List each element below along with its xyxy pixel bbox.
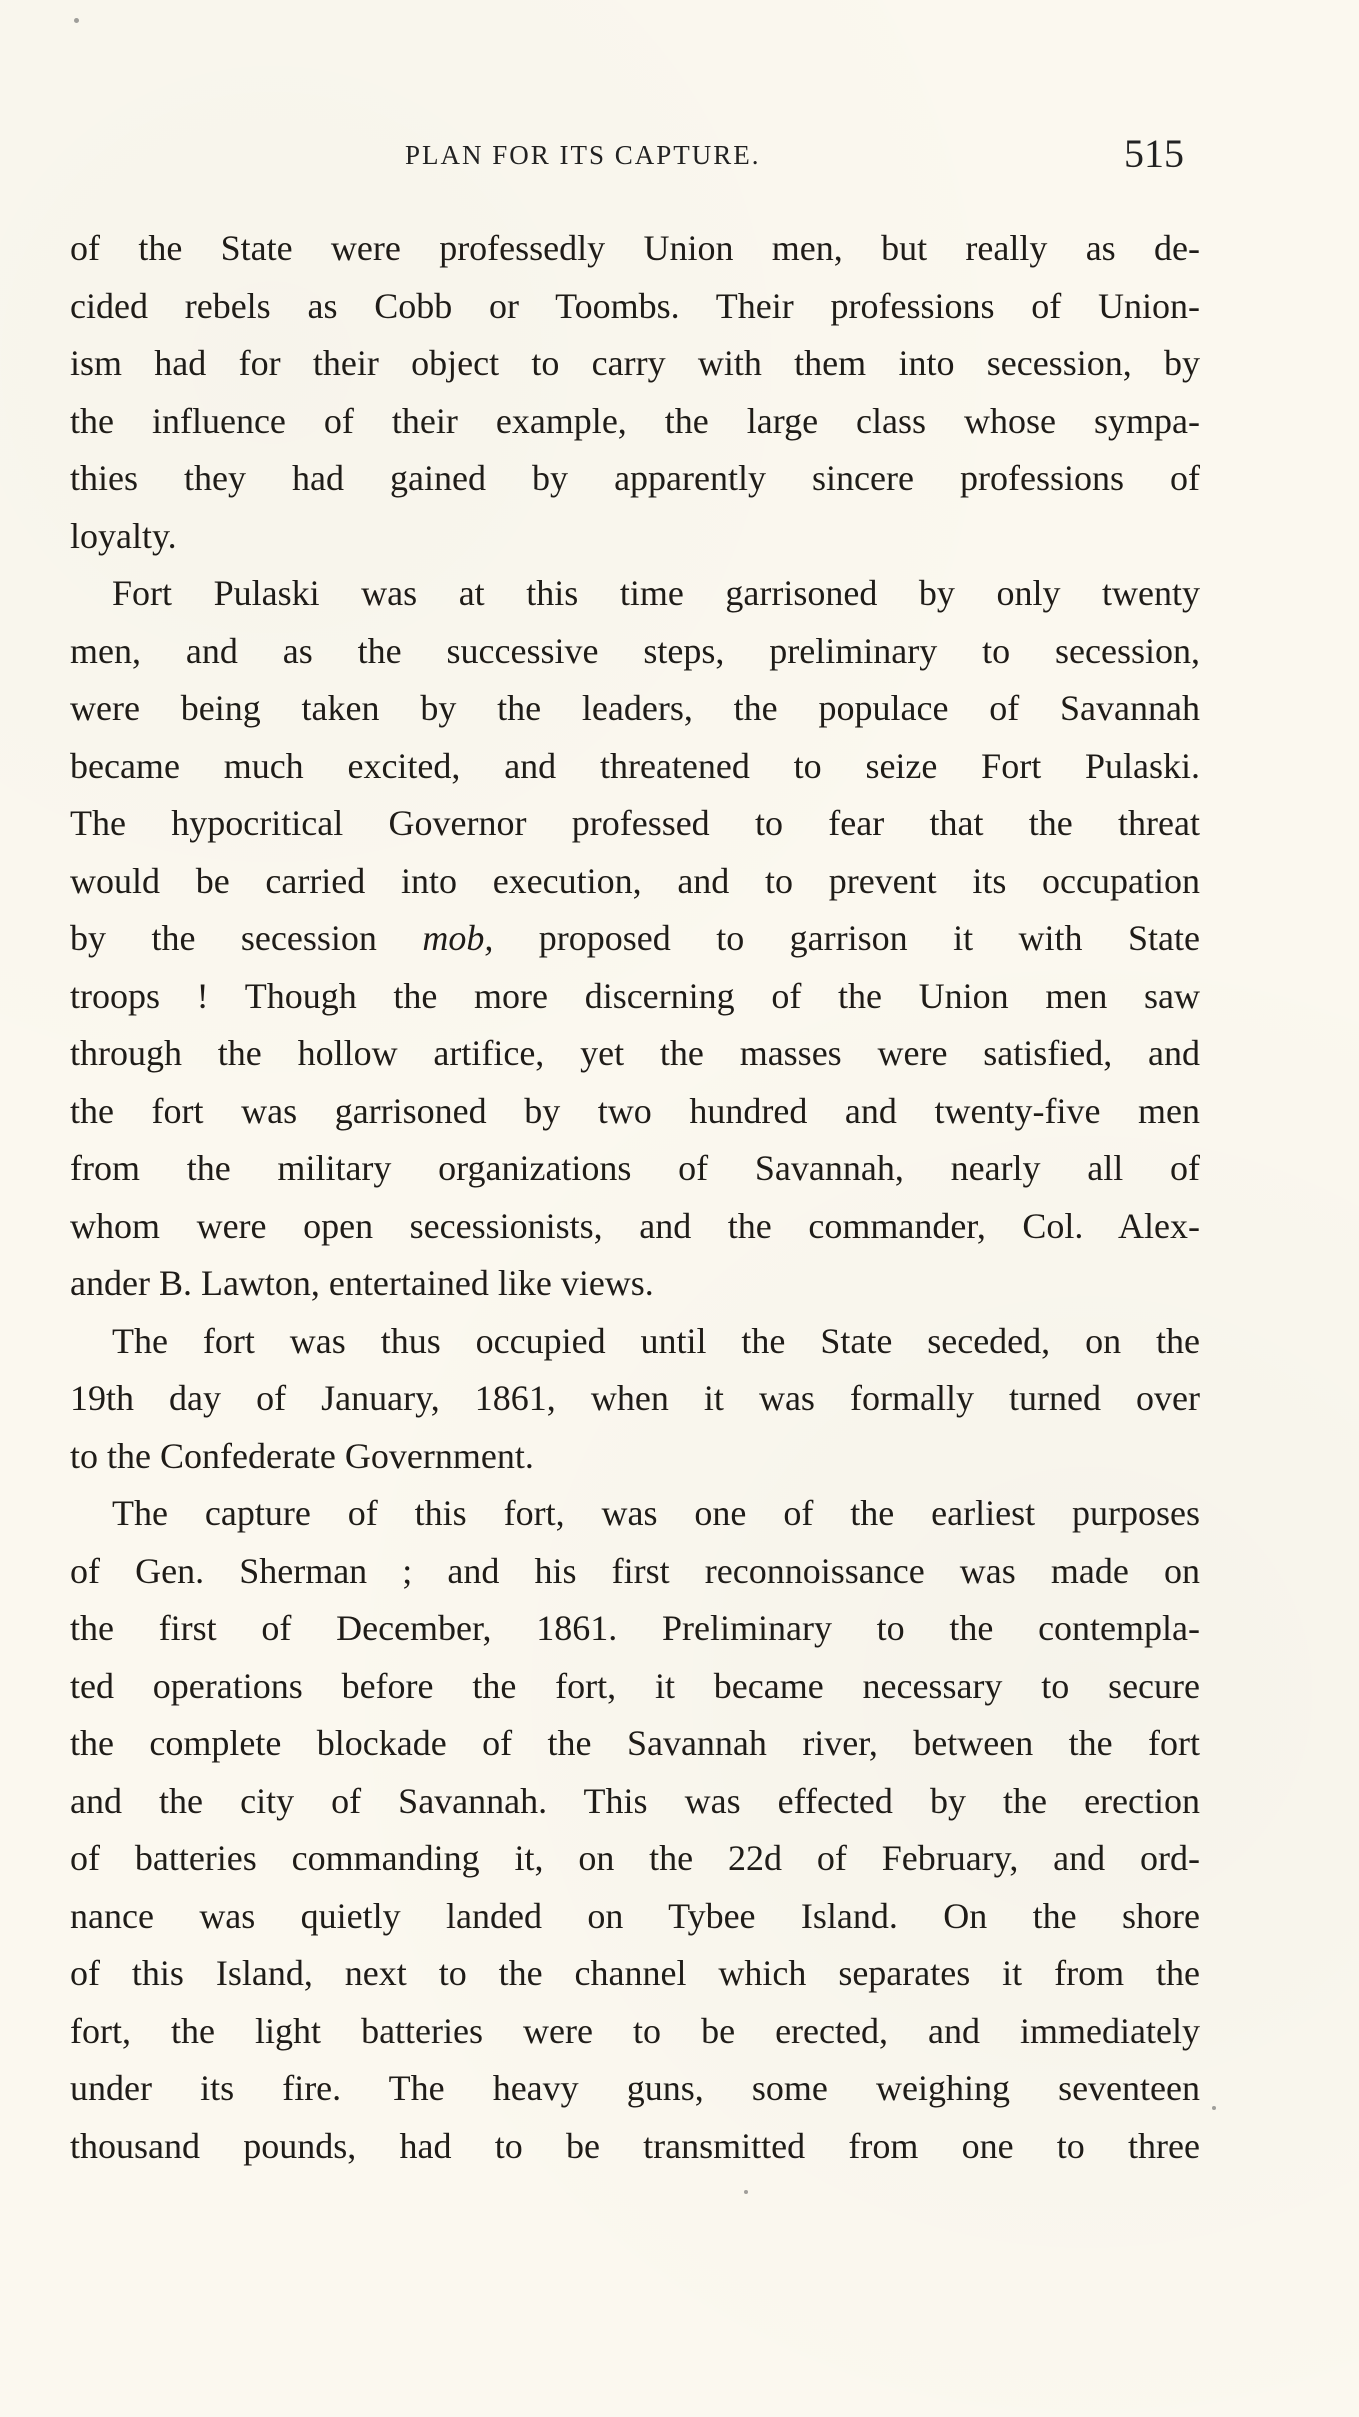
text-line: cided rebels as Cobb or Toombs. Their professions of Union- <box>70 285 1200 326</box>
text-line: 19th day of January, 1861, when it was formally turned over <box>70 1378 1200 1418</box>
text-line: ted operations before the fort, it became necessary to secure <box>70 1665 1200 1706</box>
text-line: loyalty. <box>70 515 177 556</box>
text-line: troops ! Though the more discerning of the Union men saw <box>70 975 1200 1016</box>
text-line: through the hollow artifice, yet the masses were satisfied, and <box>70 1033 1200 1073</box>
text-line: fort, the light batteries were to be erected, and immediately <box>70 2010 1200 2051</box>
text-line: under its fire. The heavy guns, some weighing seventeen <box>70 2068 1200 2108</box>
text-line: became much excited, and threatened to seize Fort Pulaski. <box>70 745 1200 786</box>
text-line: the first of December, 1861. Preliminary to the contempla- <box>70 1608 1200 1648</box>
paragraph-first-line: Fort Pulaski was at this time garrisoned by only twenty <box>112 573 1200 613</box>
body-text <box>70 220 1200 2175</box>
text-segment: by the secession <box>70 918 423 958</box>
text-segment: proposed to garrison it with State <box>493 918 1200 958</box>
text-line-with-italic <box>70 910 1200 968</box>
text-line: of the State were professedly Union men, but really as de- <box>70 228 1200 268</box>
right-margin-speck <box>1212 2106 1216 2110</box>
page-number: 515 <box>1124 131 1184 176</box>
text-line: ism had for their object to carry with them into secession, by <box>70 343 1200 383</box>
paragraph-first-line: The fort was thus occupied until the State seceded, on the <box>112 1320 1200 1361</box>
paragraph-first-line: The capture of this fort, was one of the earliest purposes <box>112 1493 1200 1533</box>
text-line: thousand pounds, had to be transmitted from one to three <box>70 2125 1200 2166</box>
text-line: the complete blockade of the Savannah river, between the fort <box>70 1723 1200 1763</box>
running-head: PLAN FOR ITS CAPTURE. <box>405 140 761 170</box>
text-line: the fort was garrisoned by two hundred and twenty-five men <box>70 1090 1200 1131</box>
text-line: men, and as the successive steps, preliminary to secession, <box>70 630 1200 671</box>
text-line: the influence of their example, the large class whose sympa- <box>70 400 1200 441</box>
text-line: would be carried into execution, and to prevent its occupation <box>70 860 1200 901</box>
text-line: ander B. Lawton, entertained like views. <box>70 1263 654 1303</box>
text-line: of Gen. Sherman ; and his first reconnoissance was made on <box>70 1550 1200 1591</box>
text-line: nance was quietly landed on Tybee Island. On the shore <box>70 1895 1200 1936</box>
text-line: were being taken by the leaders, the populace of Savannah <box>70 688 1200 728</box>
italic-word: mob, <box>422 918 494 958</box>
text-line: to the Confederate Government. <box>70 1435 534 1476</box>
text-line: The hypocritical Governor professed to fear that the threat <box>70 803 1200 843</box>
top-margin-speck <box>74 18 79 23</box>
bottom-margin-speck <box>744 2190 748 2194</box>
text-line: whom were open secessionists, and the commander, Col. Alex- <box>70 1205 1200 1246</box>
text-line: thies they had gained by apparently sincere professions of <box>70 458 1200 498</box>
text-line: of batteries commanding it, on the 22d of February, and ord- <box>70 1838 1200 1878</box>
text-line: and the city of Savannah. This was effected by the erection <box>70 1780 1200 1821</box>
text-line: from the military organizations of Savannah, nearly all of <box>70 1148 1200 1188</box>
text-line: of this Island, next to the channel which separates it from the <box>70 1953 1200 1993</box>
